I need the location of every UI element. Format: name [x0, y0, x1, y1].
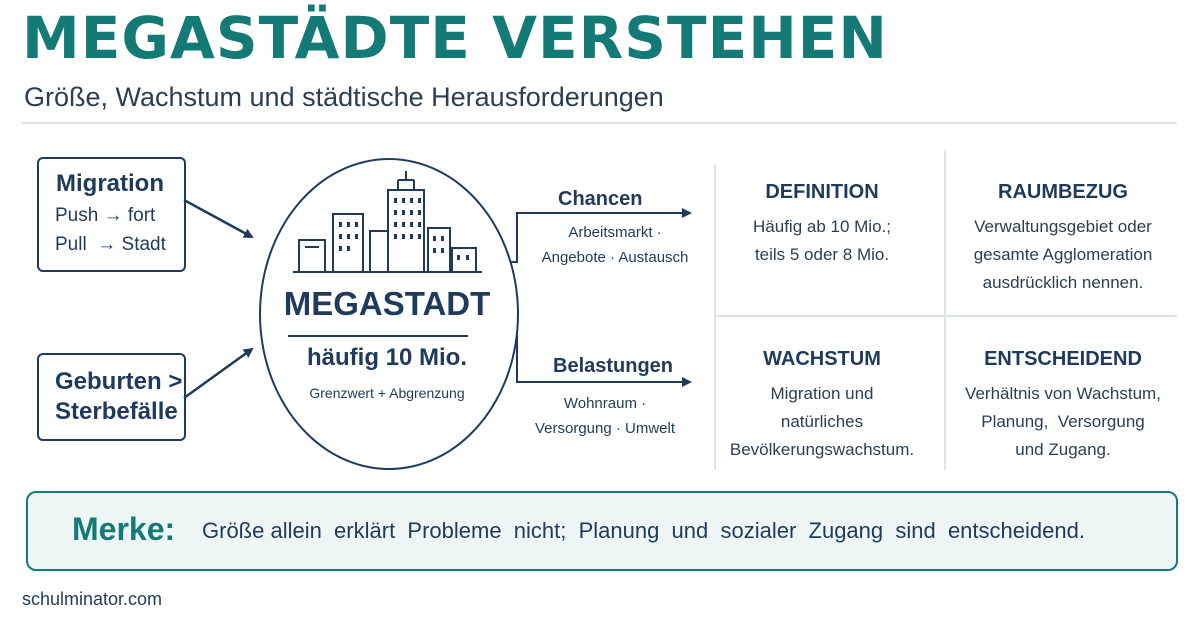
fact-raumbezug-line-1: Verwaltungsgebiet oder — [974, 217, 1152, 236]
chances-line-2: Angebote · Austausch — [541, 249, 689, 266]
megastadt-note: Grenzwert + Abgrenzung — [309, 385, 465, 401]
fact-entscheidend-line-3: und Zugang. — [1015, 440, 1111, 459]
burdens-line-1: Wohnraum · — [563, 395, 647, 412]
burdens-line-2: Versorgung · Umwelt — [534, 420, 676, 437]
fact-definition-line-1: Häufig ab 10 Mio.; — [753, 217, 891, 236]
fact-definition-heading: DEFINITION — [765, 181, 879, 203]
fact-definition-line-2: teils 5 oder 8 Mio. — [754, 245, 890, 264]
page-subtitle: Größe, Wachstum und städtische Herausforderungen — [24, 82, 664, 112]
fact-wachstum-line-3: Bevölkerungswachstum. — [729, 440, 915, 459]
fact-raumbezug-line-3: ausdrücklich nennen. — [982, 273, 1144, 292]
merke-text: Größe allein erklärt Probleme nicht; Planung und sozialer Zugang sind entscheidend. — [202, 518, 1085, 543]
fact-entscheidend-heading: ENTSCHEIDEND — [984, 348, 1142, 370]
chances-label: Chancen — [558, 188, 643, 210]
fact-raumbezug-heading: RAUMBEZUG — [998, 181, 1128, 203]
births-line-1: Geburten > — [55, 368, 183, 395]
births-line-2: Sterbefälle — [55, 398, 178, 425]
chances-line-1: Arbeitsmarkt · — [568, 224, 662, 241]
fact-raumbezug-line-2: gesamte Agglomeration — [973, 245, 1153, 264]
footer-source: schulminator.com — [22, 589, 163, 609]
migration-title: Migration — [56, 170, 164, 197]
burdens-label: Belastungen — [553, 355, 674, 377]
migration-pull: Pull → Stadt — [55, 234, 166, 255]
fact-entscheidend-line-2: Planung, Versorgung — [981, 412, 1145, 431]
page-title: MEGASTÄDTE VERSTEHEN — [22, 4, 888, 72]
megastadt-threshold: häufig 10 Mio. — [306, 344, 467, 371]
fact-entscheidend-line-1: Verhältnis von Wachstum, — [965, 384, 1161, 403]
migration-push: Push → fort — [55, 205, 156, 226]
fact-wachstum-heading: WACHSTUM — [763, 348, 881, 370]
megastadt-title: MEGASTADT — [283, 285, 491, 322]
fact-wachstum-line-2: natürliches — [780, 412, 864, 431]
merke-label: Merke: — [72, 511, 176, 547]
fact-wachstum-line-1: Migration und — [770, 384, 874, 403]
